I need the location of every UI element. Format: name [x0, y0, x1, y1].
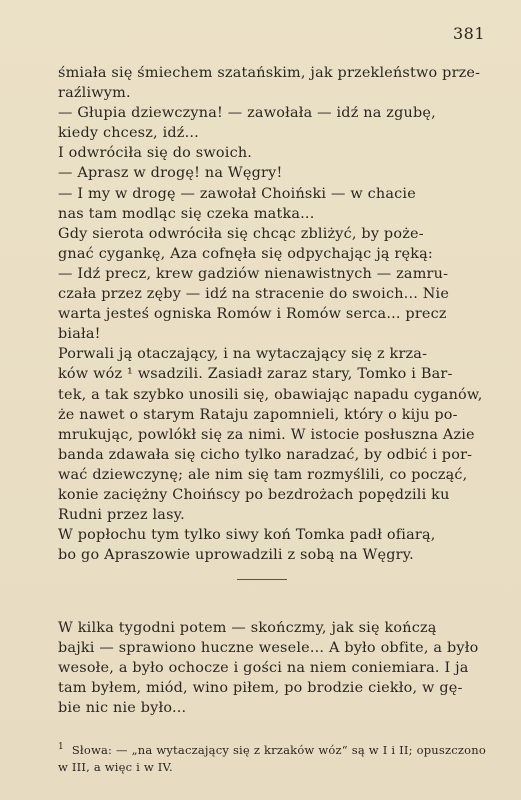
text-line: tam byłem, miód, wino piłem, po brodzie ciekło, w gę- — [58, 680, 463, 697]
text-line: konie zaciężny Choińscy po bezdrożach popędzili ku — [58, 486, 450, 503]
footnote-text: Słowa: — „na wytaczający się z krzaków wóz“ są w I i II; opuszczono w III, a więc i w IV. — [58, 742, 486, 774]
text-line: gnać cygankę, Aza cofnęła się odpychając ją ręką: — [58, 245, 433, 262]
text-line: ków wóz ¹ wsadzili. Zasiadł zaraz stary, Tomko i Bar- — [58, 366, 453, 383]
text-line: wesołe, a było ochocze i gości na niem coniemiara. I ja — [58, 660, 469, 677]
footnote — [58, 739, 486, 776]
text-line: bo go Apraszowie uprowadzili z sobą na Węgry. — [58, 547, 414, 564]
text-line: tek, a tak szybko unosili się, obawiając napadu cyganów, — [58, 386, 483, 403]
text-line: banda zdawała się cicho tylko naradzać, by odbić i por- — [58, 446, 473, 463]
page-number: 381 — [452, 24, 485, 43]
main-text-block — [58, 63, 486, 565]
ending-text-block — [58, 618, 486, 718]
text-line: Rudni przez lasy. — [58, 507, 185, 524]
text-line: wać dziewczynę; ale nim się tam rozmyślili, co począć, — [58, 466, 468, 483]
text-line: śmiała się śmiechem szatańskim, jak przekleństwo prze- — [58, 65, 481, 81]
text-line: kiedy chcesz, idź... — [58, 125, 199, 142]
text-line: — I my w drogę — zawołał Choiński — w chacie — [58, 185, 416, 202]
footnote-marker: 1 — [58, 742, 64, 752]
text-line: bie nic nie było... — [58, 700, 187, 717]
text-line: czała przez zęby — idź na stracenie do swoich... Nie — [58, 286, 450, 303]
text-line: biała! — [58, 326, 101, 343]
text-line: I odwróciła się do swoich. — [58, 145, 253, 162]
text-line: warta jesteś ogniska Romów i Romów serca... precz — [58, 306, 447, 323]
text-line: W kilka tygodni potem — skończmy, jak się kończą — [58, 620, 437, 636]
text-line: mrukując, powlókł się za nimi. W istocie posłuszna Azie — [58, 426, 475, 443]
text-line: Gdy sierota odwróciła się chcąc zbliżyć, by poże- — [58, 225, 424, 242]
text-line: że nawet o starym Rataju zapomnieli, który o kiju po- — [58, 406, 458, 423]
text-line: — Aprasz w drogę! na Węgry! — [58, 165, 283, 182]
text-line: Porwali ją otaczający, i na wytaczający się z krza- — [58, 346, 428, 363]
text-line: raźliwym. — [58, 85, 131, 102]
text-line: — Idź precz, krew gadziów nienawistnych — zamru- — [58, 265, 449, 282]
text-line: nas tam modląc się czeka matka... — [58, 205, 315, 222]
text-line: W popłochu tym tylko siwy koń Tomka padł ofiarą, — [58, 527, 436, 544]
text-line: — Głupia dziewczyna! — zawołała — idź na zgubę, — [58, 105, 436, 122]
text-line: bajki — sprawiono huczne wesele... A było obfite, a było — [58, 640, 479, 657]
section-divider — [237, 579, 287, 580]
